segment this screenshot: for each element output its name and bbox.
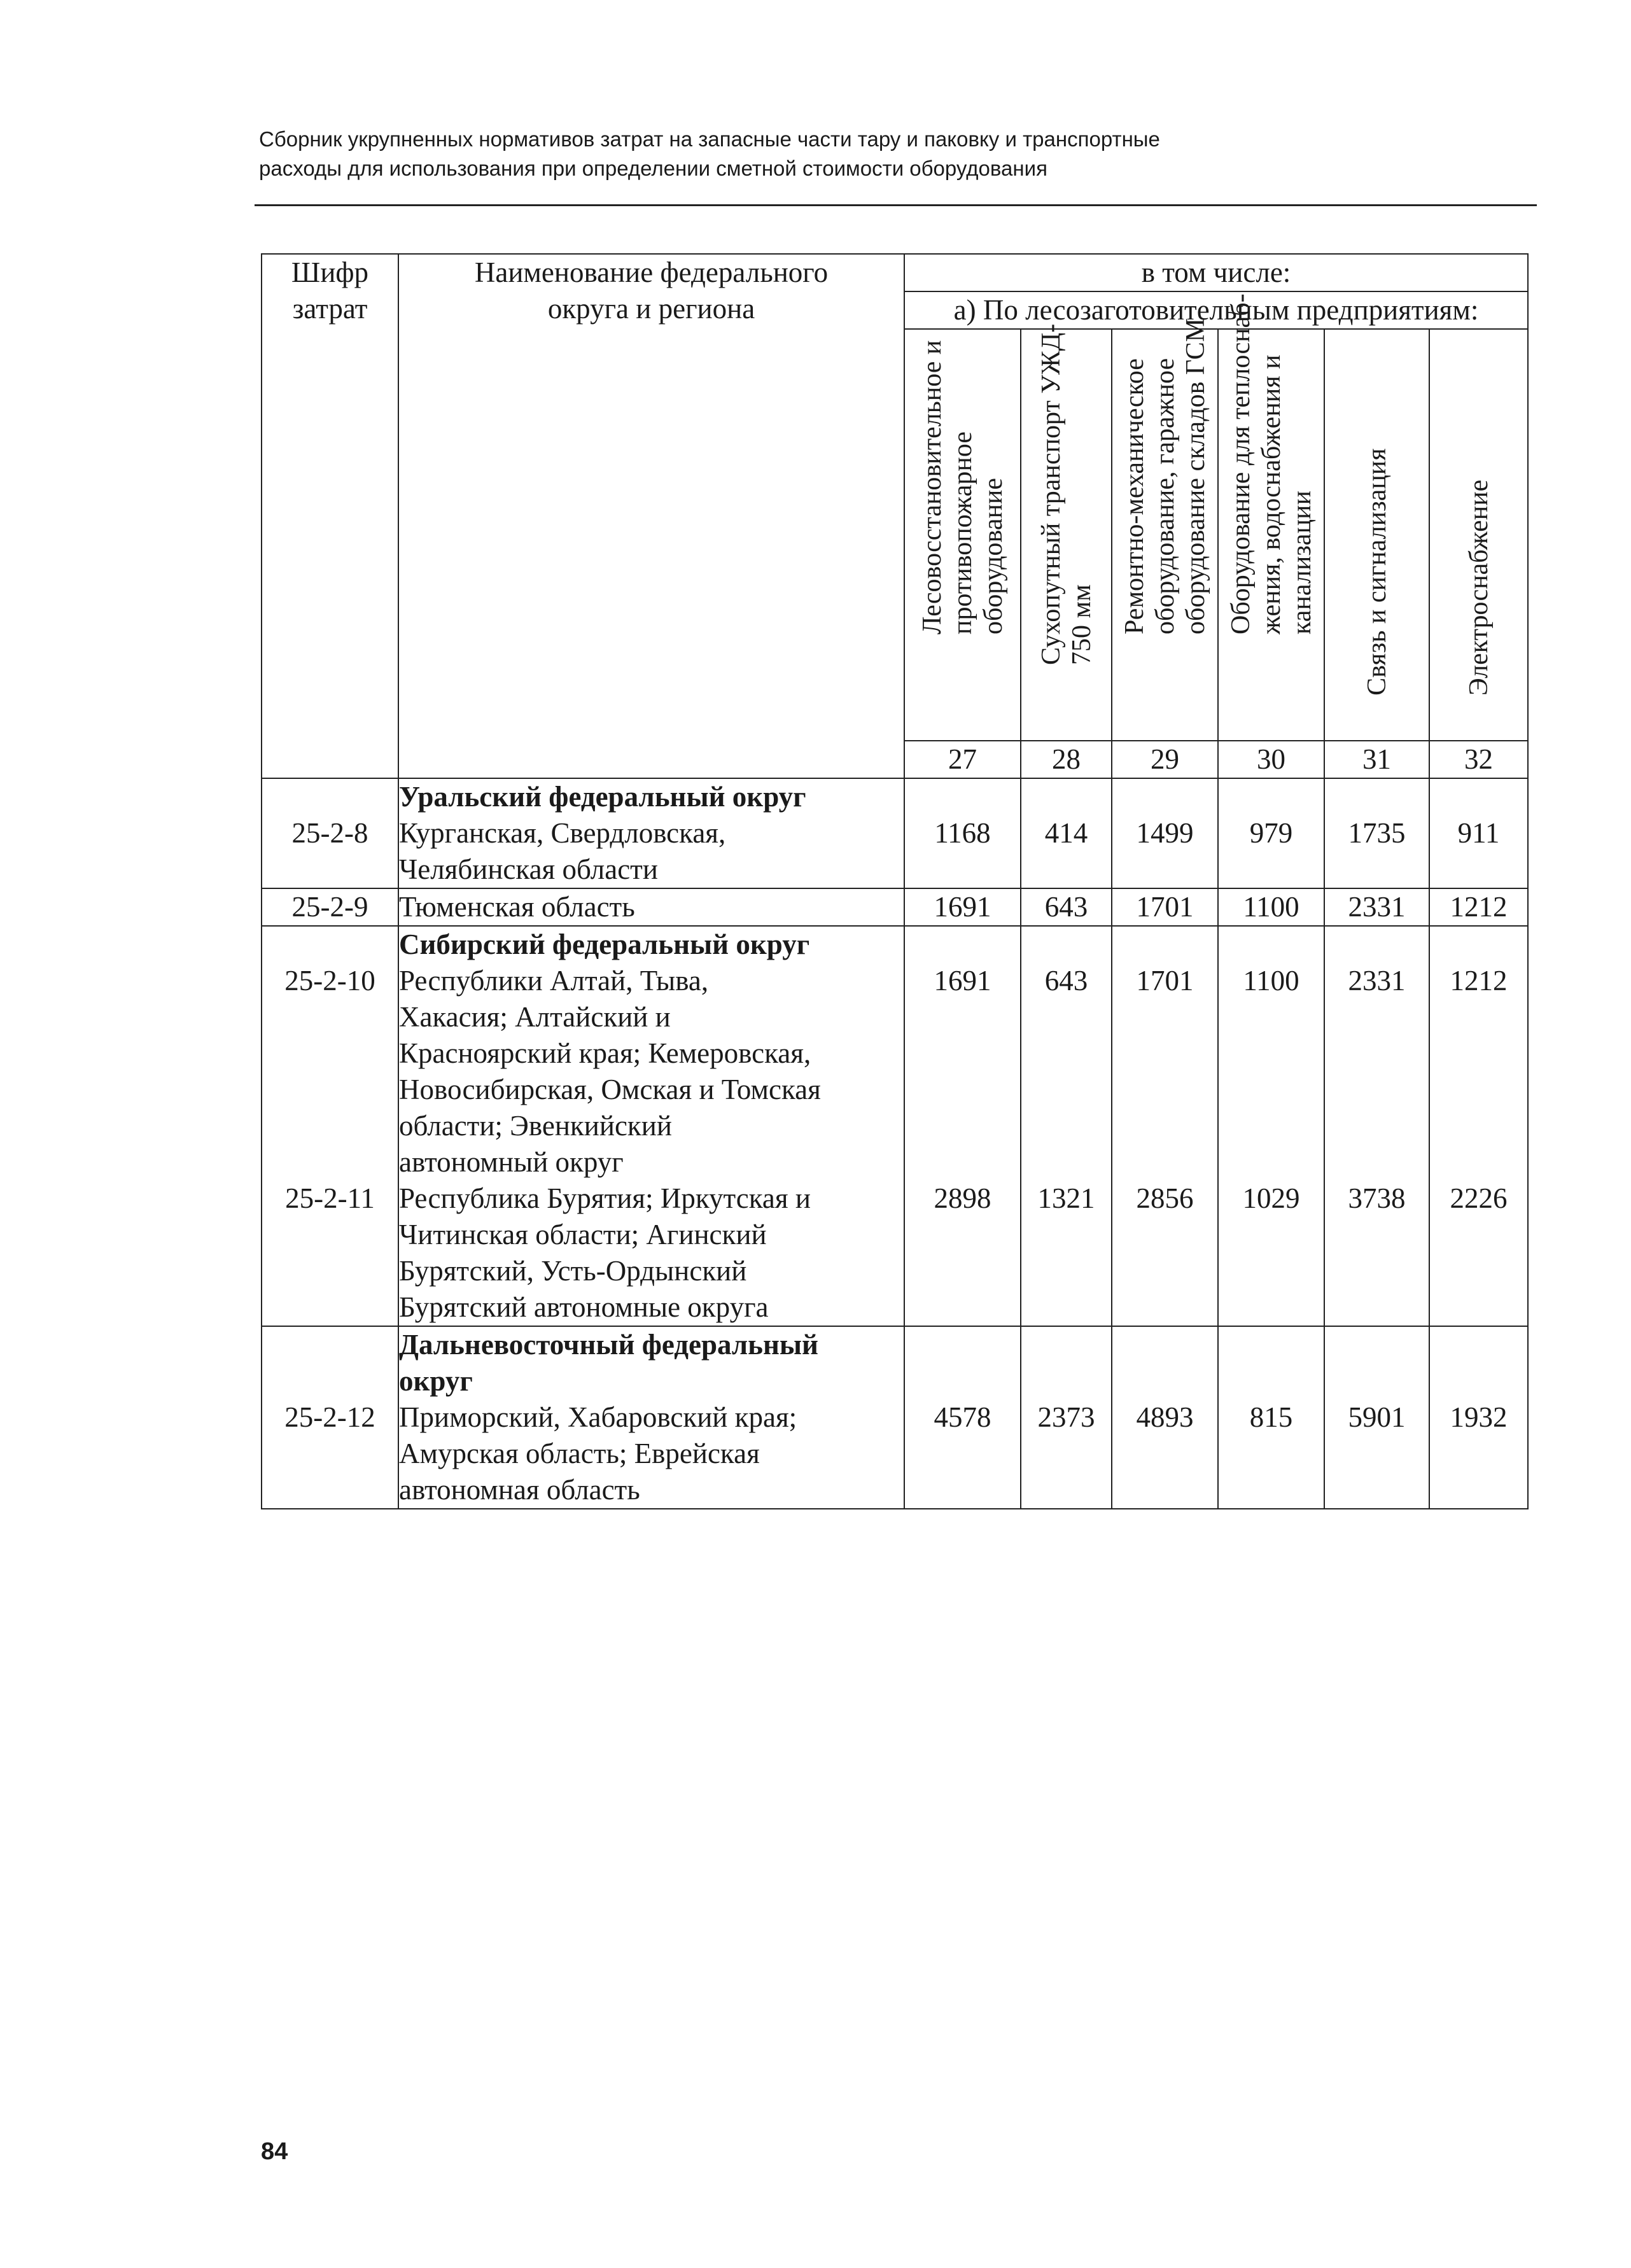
value: 2331 <box>1348 965 1406 997</box>
spacer <box>1430 1108 1527 1144</box>
region-line: Амурская область; Еврейская <box>399 1438 760 1469</box>
value: 643 <box>1044 965 1088 997</box>
region-line: области; Эвенкийский <box>399 1110 672 1142</box>
header-text-line: противопожарное <box>948 431 977 634</box>
column-header-32 <box>1429 329 1528 741</box>
header-text-line: жения, водоснабжения и <box>1256 354 1286 634</box>
spacer <box>1325 1108 1429 1144</box>
value: 1691 <box>934 965 991 997</box>
region-line: автономный округ <box>399 1146 624 1178</box>
spacer <box>905 1363 1020 1399</box>
code-column-header <box>262 254 398 778</box>
spacer <box>1021 927 1111 963</box>
spacer <box>1325 1035 1429 1072</box>
code-cell <box>262 1326 398 1509</box>
name-cell <box>398 1326 904 1509</box>
column-number: 29 <box>1112 741 1218 778</box>
row-code: 25-2-10 <box>284 965 375 997</box>
region-line: Республика Бурятия; Иркутская и <box>399 1182 811 1214</box>
spacer <box>262 1363 398 1399</box>
value-cell <box>904 778 1021 888</box>
column-header-29 <box>1112 318 1218 741</box>
value-cell: 1212 <box>1429 888 1528 926</box>
value: 414 <box>1044 817 1088 849</box>
spacer <box>262 1035 398 1072</box>
spacer <box>905 1327 1020 1363</box>
value: 979 <box>1249 817 1293 849</box>
spacer <box>1325 1327 1429 1363</box>
spacer <box>1112 1327 1217 1363</box>
header-text-line: Лесовосстановительное и <box>917 340 947 634</box>
spacer <box>1219 999 1324 1035</box>
region-line: Хакасия; Алтайский и <box>399 1001 671 1033</box>
code-header-line: затрат <box>292 293 368 325</box>
spacer <box>262 779 398 815</box>
value-cell <box>1218 778 1324 888</box>
header-text-line: канализации <box>1287 491 1317 634</box>
value-cell <box>1112 778 1218 888</box>
code-cell <box>262 778 398 888</box>
region-line: Челябинская области <box>399 853 658 885</box>
value-cell <box>1429 926 1528 1326</box>
value-cell <box>1021 778 1112 888</box>
name-header-line: округа и региона <box>547 293 755 325</box>
column-number: 28 <box>1021 741 1112 778</box>
header-divider <box>255 204 1537 206</box>
spacer <box>1112 1072 1217 1108</box>
spacer <box>262 1327 398 1363</box>
region-line: Бурятский, Усть-Ордынский <box>399 1255 747 1287</box>
region-line: Курганская, Свердловская, <box>399 817 726 849</box>
value: 1029 <box>1242 1182 1300 1214</box>
row-code: 25-2-11 <box>285 1182 375 1214</box>
spacer <box>1112 779 1217 815</box>
spacer <box>1430 999 1527 1035</box>
value-cell <box>1218 1326 1324 1509</box>
value: 815 <box>1249 1401 1293 1433</box>
spacer <box>262 1072 398 1108</box>
name-cell <box>398 926 904 1326</box>
spacer <box>905 927 1020 963</box>
district-title: Уральский федеральный округ <box>399 781 806 813</box>
spacer <box>1219 1327 1324 1363</box>
header-text-line: Оборудование для теплоснаб- <box>1226 293 1256 634</box>
group-header-sub: а) По лесозаготовительным предприятиям: <box>904 291 1528 329</box>
name-cell <box>398 888 904 926</box>
district-title: Сибирский федеральный округ <box>399 928 810 960</box>
header-text-line: оборудование <box>978 477 1008 634</box>
spacer <box>1325 1072 1429 1108</box>
column-header-28 <box>1021 323 1112 741</box>
spacer <box>262 1144 398 1180</box>
region-line: Красноярский края; Кемеровская, <box>399 1037 811 1069</box>
spacer <box>1219 1072 1324 1108</box>
value-cell <box>1429 778 1528 888</box>
header-text-line: оборудование, гаражное <box>1150 358 1180 634</box>
group-header-top: в том числе: <box>904 254 1528 291</box>
header-text-line: оборудование складов ГСМ <box>1180 318 1210 634</box>
region-line: Бурятский автономные округа <box>399 1291 769 1323</box>
norms-table <box>261 253 1529 1509</box>
spacer <box>1430 779 1527 815</box>
value-cell <box>1218 926 1324 1326</box>
code-header-line: Шифр <box>291 256 369 288</box>
spacer <box>905 1072 1020 1108</box>
row-code: 25-2-8 <box>291 817 368 849</box>
district-title: округ <box>399 1365 473 1397</box>
header-text-line: Электроснабжение <box>1464 479 1494 696</box>
value: 2373 <box>1037 1401 1095 1433</box>
spacer <box>1112 1108 1217 1144</box>
column-header-31 <box>1324 329 1429 741</box>
spacer <box>905 999 1020 1035</box>
region-line: Тюменская область <box>399 891 635 923</box>
spacer <box>1219 1363 1324 1399</box>
name-cell <box>398 778 904 888</box>
code-cell <box>262 926 398 1326</box>
spacer <box>1112 999 1217 1035</box>
header-text-line: 750 мм <box>1067 584 1096 665</box>
spacer <box>1021 1144 1111 1180</box>
spacer <box>262 999 398 1035</box>
value: 911 <box>1457 817 1500 849</box>
table-row <box>262 926 1528 1326</box>
spacer <box>1219 1108 1324 1144</box>
document-header <box>259 125 1519 183</box>
header-text-line: Ремонтно-механическое <box>1119 358 1149 634</box>
value: 4893 <box>1136 1401 1194 1433</box>
district-title: Дальневосточный федеральный <box>399 1329 818 1361</box>
value-cell <box>1112 926 1218 1326</box>
header-text-line: Связь и сигнализация <box>1362 448 1392 696</box>
region-line: Приморский, Хабаровский края; <box>399 1401 797 1433</box>
column-number: 30 <box>1218 741 1324 778</box>
spacer <box>1219 779 1324 815</box>
spacer <box>905 1108 1020 1144</box>
spacer <box>1021 999 1111 1035</box>
value-cell <box>1324 1326 1429 1509</box>
value: 1168 <box>934 817 991 849</box>
spacer <box>1021 1108 1111 1144</box>
spacer <box>1325 1363 1429 1399</box>
value: 1932 <box>1450 1401 1508 1433</box>
region-line: Читинская области; Агинский <box>399 1219 767 1250</box>
region-line: Новосибирская, Омская и Томская <box>399 1074 821 1105</box>
header-text-line: Сухопутный транспорт УЖД- <box>1036 323 1066 665</box>
spacer <box>1430 1363 1527 1399</box>
value-cell <box>1324 926 1429 1326</box>
value-cell <box>1112 1326 1218 1509</box>
value-cell <box>1429 1326 1528 1509</box>
spacer <box>262 927 398 963</box>
spacer <box>1219 927 1324 963</box>
spacer <box>1325 1144 1429 1180</box>
value-cell: 1100 <box>1218 888 1324 926</box>
spacer <box>1430 1072 1527 1108</box>
column-number: 27 <box>904 741 1021 778</box>
value-cell: 2331 <box>1324 888 1429 926</box>
table-row <box>262 778 1528 888</box>
spacer <box>1219 1144 1324 1180</box>
spacer <box>1112 927 1217 963</box>
row-code: 25-2-12 <box>284 1401 375 1433</box>
spacer <box>1112 1363 1217 1399</box>
spacer <box>1021 1035 1111 1072</box>
spacer <box>905 1035 1020 1072</box>
spacer <box>1430 1035 1527 1072</box>
region-line: автономная область <box>399 1474 640 1506</box>
value-cell <box>1021 926 1112 1326</box>
row-code: 25-2-9 <box>262 888 398 926</box>
spacer <box>1325 927 1429 963</box>
column-header-30 <box>1218 293 1324 741</box>
header-line-2: расходы для использования при определении сметной стоимости оборудования <box>259 157 1047 180</box>
value: 2226 <box>1450 1182 1508 1214</box>
spacer <box>262 1108 398 1144</box>
value-cell: 1701 <box>1112 888 1218 926</box>
spacer <box>1021 1363 1111 1399</box>
column-header-27 <box>904 329 1021 741</box>
page-number: 84 <box>261 2138 288 2165</box>
value-cell <box>904 926 1021 1326</box>
spacer <box>905 1144 1020 1180</box>
value-cell: 643 <box>1021 888 1112 926</box>
name-header-line: Наименование федерального <box>474 256 829 288</box>
value: 1212 <box>1450 965 1508 997</box>
region-line: Республики Алтай, Тыва, <box>399 965 709 997</box>
header-line-1: Сборник укрупненных нормативов затрат на запасные части тару и паковку и транспортные <box>259 127 1160 151</box>
value: 2856 <box>1136 1182 1194 1214</box>
value: 4578 <box>934 1401 991 1433</box>
spacer <box>1021 1327 1111 1363</box>
value: 5901 <box>1348 1401 1406 1433</box>
spacer <box>905 779 1020 815</box>
value-cell <box>1021 1326 1112 1509</box>
spacer <box>1021 1072 1111 1108</box>
value: 1499 <box>1136 817 1194 849</box>
spacer <box>1112 1144 1217 1180</box>
spacer <box>1430 927 1527 963</box>
value: 1321 <box>1037 1182 1095 1214</box>
spacer <box>1219 1035 1324 1072</box>
spacer <box>1430 1144 1527 1180</box>
column-number: 32 <box>1429 741 1528 778</box>
name-column-header <box>398 254 904 778</box>
table-row <box>262 1326 1528 1509</box>
value-cell <box>1324 778 1429 888</box>
value-cell: 1691 <box>904 888 1021 926</box>
value: 2898 <box>934 1182 991 1214</box>
value-cell <box>904 1326 1021 1509</box>
spacer <box>1112 1035 1217 1072</box>
value: 1100 <box>1243 965 1299 997</box>
column-number: 31 <box>1324 741 1429 778</box>
spacer <box>1430 1327 1527 1363</box>
value: 1701 <box>1136 965 1194 997</box>
table-row <box>262 888 1528 926</box>
spacer <box>1021 779 1111 815</box>
value: 3738 <box>1348 1182 1406 1214</box>
spacer <box>1325 999 1429 1035</box>
value: 1735 <box>1348 817 1406 849</box>
spacer <box>1325 779 1429 815</box>
